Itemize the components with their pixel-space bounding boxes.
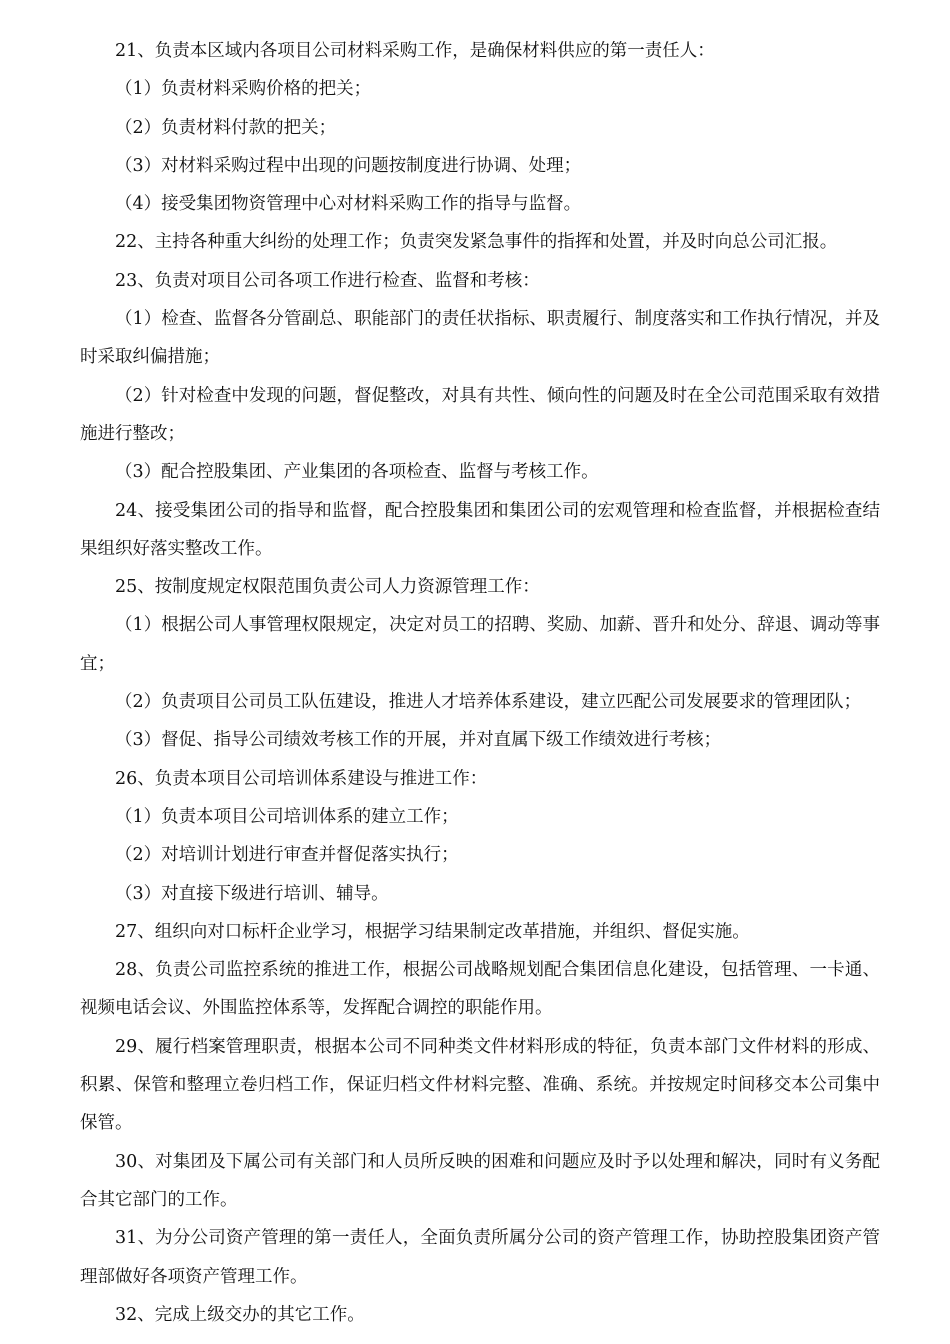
paragraph-21-1: （1）负责材料采购价格的把关；: [115, 79, 372, 100]
paragraph-30: 30、对集团及下属公司有关部门和人员所反映的困难和问题应及时予以处理和解决，同时有义务配合其它部门的工作。: [80, 1151, 880, 1210]
paragraph-26: 26、负责本项目公司培训体系建设与推进工作：: [115, 768, 488, 789]
paragraph-21-2: （2）负责材料付款的把关；: [115, 117, 337, 138]
paragraph-24: 24、接受集团公司的指导和监督，配合控股集团和集团公司的宏观管理和检查监督，并根据检查结果组织好落实整改工作。: [80, 500, 880, 559]
paragraph-26-1: （1）负责本项目公司培训体系的建立工作；: [115, 806, 459, 827]
paragraph-27: 27、组织向对口标杆企业学习，根据学习结果制定改革措施，并组织、督促实施。: [115, 921, 750, 942]
paragraph-29: 29、履行档案管理职责，根据本公司不同种类文件材料形成的特征，负责本部门文件材料的形成、积累、保管和整理立卷归档工作，保证归档文件材料完整、准确、系统。并按规定时间移交本公司集中保管。: [80, 1036, 880, 1134]
paragraph-21-4: （4）接受集团物资管理中心对材料采购工作的指导与监督。: [115, 194, 582, 215]
paragraph-28: 28、负责公司监控系统的推进工作，根据公司战略规划配合集团信息化建设，包括管理、一卡通、视频电话会议、外围监控体系等，发挥配合调控的职能作用。: [80, 960, 880, 1019]
paragraph-23-2: （2）针对检查中发现的问题，督促整改，对具有共性、倾向性的问题及时在全公司范围采取有效措施进行整改；: [80, 385, 880, 444]
paragraph-23: 23、负责对项目公司各项工作进行检查、监督和考核：: [115, 270, 540, 291]
paragraph-26-2: （2）对培训计划进行审查并督促落实执行；: [115, 845, 459, 866]
paragraph-32: 32、完成上级交办的其它工作。: [115, 1304, 365, 1325]
paragraph-31: 31、为分公司资产管理的第一责任人，全面负责所属分公司的资产管理工作，协助控股集团资产管理部做好各项资产管理工作。: [80, 1228, 880, 1287]
paragraph-25: 25、按制度规定权限范围负责公司人力资源管理工作：: [115, 577, 540, 598]
paragraph-21: 21、负责本区域内各项目公司材料采购工作，是确保材料供应的第一责任人：: [115, 41, 715, 61]
paragraph-21-3: （3）对材料采购过程中出现的问题按制度进行协调、处理；: [115, 155, 582, 176]
document-body: [80, 32, 880, 1334]
paragraph-23-3: （3）配合控股集团、产业集团的各项检查、监督与考核工作。: [115, 462, 599, 483]
paragraph-22: 22、主持各种重大纠纷的处理工作；负责突发紧急事件的指挥和处置，并及时向总公司汇报。: [115, 232, 838, 253]
paragraph-26-3: （3）对直接下级进行培训、辅导。: [115, 883, 389, 904]
paragraph-25-3: （3）督促、指导公司绩效考核工作的开展，并对直属下级工作绩效进行考核；: [115, 730, 722, 751]
paragraph-23-1: （1）检查、监督各分管副总、职能部门的责任状指标、职责履行、制度落实和工作执行情况，并及时采取纠偏措施；: [80, 309, 880, 368]
paragraph-25-2: （2）负责项目公司员工队伍建设，推进人才培养体系建设，建立匹配公司发展要求的管理团队；: [115, 692, 862, 713]
paragraph-25-1: （1）根据公司人事管理权限规定，决定对员工的招聘、奖励、加薪、晋升和处分、辞退、调动等事宜；: [80, 615, 880, 674]
